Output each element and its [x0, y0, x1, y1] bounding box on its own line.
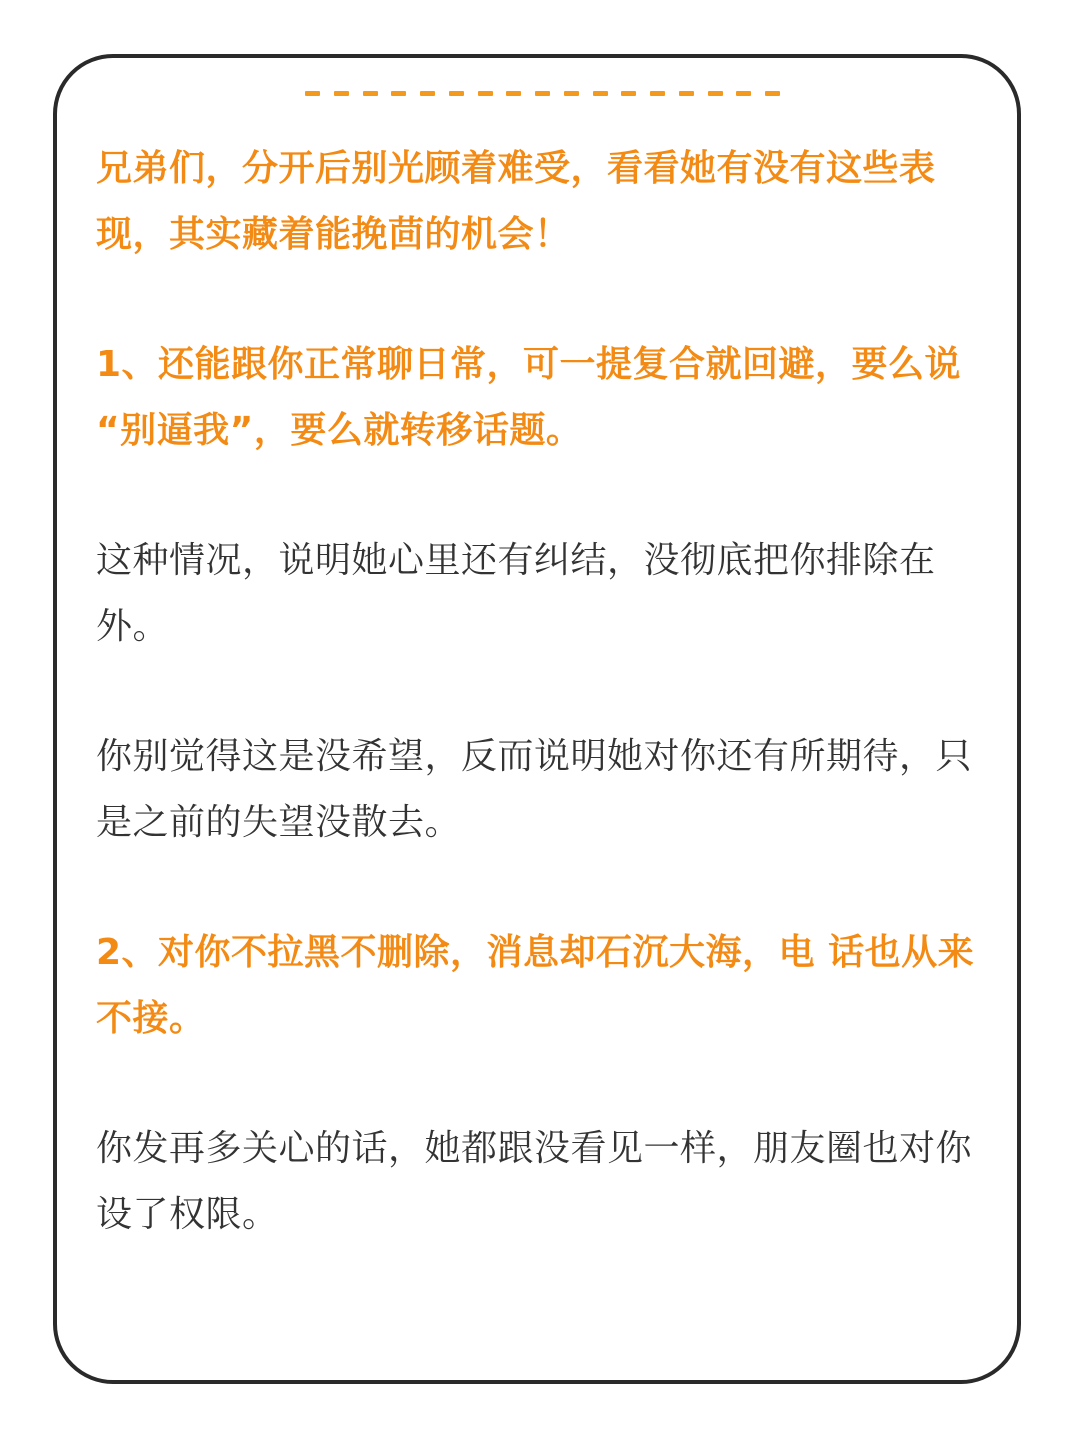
point-1-body-1: 这种情况，说明她心里还有纠结，没彻底把你排除在外。	[96, 540, 936, 647]
dash-segment	[593, 91, 608, 96]
dash-segment	[391, 91, 406, 96]
dash-segment	[564, 91, 579, 96]
dash-segment	[420, 91, 435, 96]
dash-segment	[506, 91, 521, 96]
dash-segment	[736, 91, 751, 96]
intro-heading: 兄弟们，分开后别光顾着难受，看看她有没有这些表现，其实藏着能挽茴的机会！	[96, 148, 936, 255]
dash-segment	[305, 91, 320, 96]
dash-segment	[478, 91, 493, 96]
point-1-body-2: 你别觉得这是没希望，反而说明她对你还有所期待，只是之前的失望没散去。	[96, 736, 973, 843]
point-1-heading: 1、还能跟你正常聊日常，可一提复合就回避，要么说 “别逼我”，要么就转移话题。	[96, 344, 962, 451]
dash-segment	[708, 91, 723, 96]
dash-segment	[679, 91, 694, 96]
dash-segment	[449, 91, 464, 96]
point-2-heading: 2、对你不拉黑不删除，消息却石沉大海，电 话也从来不接。	[96, 932, 975, 1039]
dash-segment	[334, 91, 349, 96]
dash-segment	[765, 91, 780, 96]
dash-segment	[535, 91, 550, 96]
decorative-dashed-line	[305, 90, 780, 96]
dash-segment	[363, 91, 378, 96]
dash-segment	[621, 91, 636, 96]
dash-segment	[650, 91, 665, 96]
point-2-body-1: 你发再多关心的话，她都跟没看见一样，朋友圈也对你设了权限。	[96, 1128, 973, 1235]
